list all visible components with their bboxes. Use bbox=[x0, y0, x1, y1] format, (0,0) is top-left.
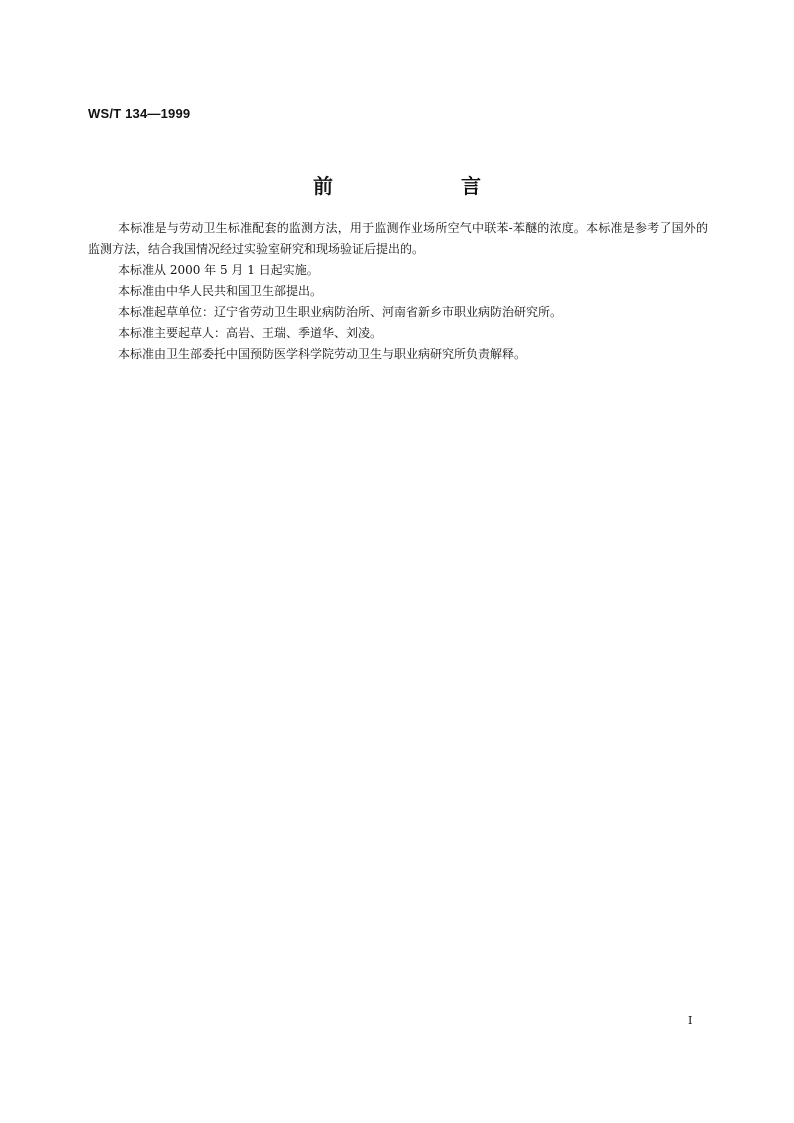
paragraph-proposer: 本标准由中华人民共和国卫生部提出。 bbox=[118, 284, 323, 298]
paragraph-drafting-units: 本标准起草单位：辽宁省劳动卫生职业病防治所、河南省新乡市职业病防治研究所。 bbox=[118, 305, 563, 319]
paragraph-purpose: 本标准是与劳动卫生标准配套的监测方法，用于监测作业场所空气中联苯-苯醚的浓度。本标准是参考了国外的监测方法，结合我国情况经过实验室研究和现场验证后提出的。 bbox=[88, 221, 708, 256]
paragraph-interpretation: 本标准由卫生部委托中国预防医学科学院劳动卫生与职业病研究所负责解释。 bbox=[118, 347, 527, 361]
foreword-body bbox=[88, 218, 708, 365]
page-title: 前 言 bbox=[313, 174, 535, 198]
paragraph-effective-date: 本标准从 2000 年 5 月 1 日起实施。 bbox=[118, 263, 319, 277]
paragraph-drafters: 本标准主要起草人：高岩、王瑞、季道华、刘凌。 bbox=[118, 326, 383, 340]
page-number: I bbox=[688, 1014, 693, 1027]
standard-code: WS/T 134—1999 bbox=[88, 106, 191, 121]
